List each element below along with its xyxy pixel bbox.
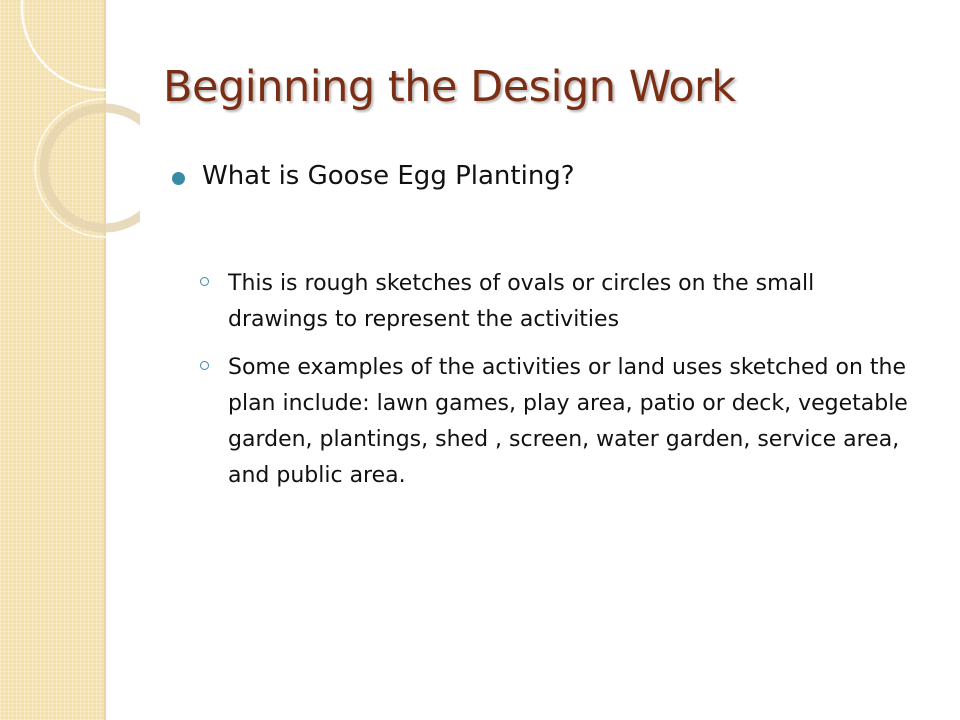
sub-bullet-text: This is rough sketches of ovals or circles on the small drawings to represent the activities [228, 271, 815, 332]
decorative-circles [0, 0, 140, 260]
ring-bullet-icon [200, 277, 209, 286]
sub-bullet [200, 350, 920, 494]
bullet-dot-icon [172, 172, 185, 185]
ring-bullet-icon [200, 361, 209, 370]
sub-bullet [200, 266, 920, 338]
sub-bullet-text: Some examples of the activities or land uses sketched on the plan include: lawn games, play area, patio or deck, vegetable garden, plantings, shed , screen, water garden, service area, and public area. [228, 355, 908, 488]
slide-title: Beginning the Design Work [163, 62, 736, 112]
main-bullet-text: What is Goose Egg Planting? [202, 161, 575, 191]
